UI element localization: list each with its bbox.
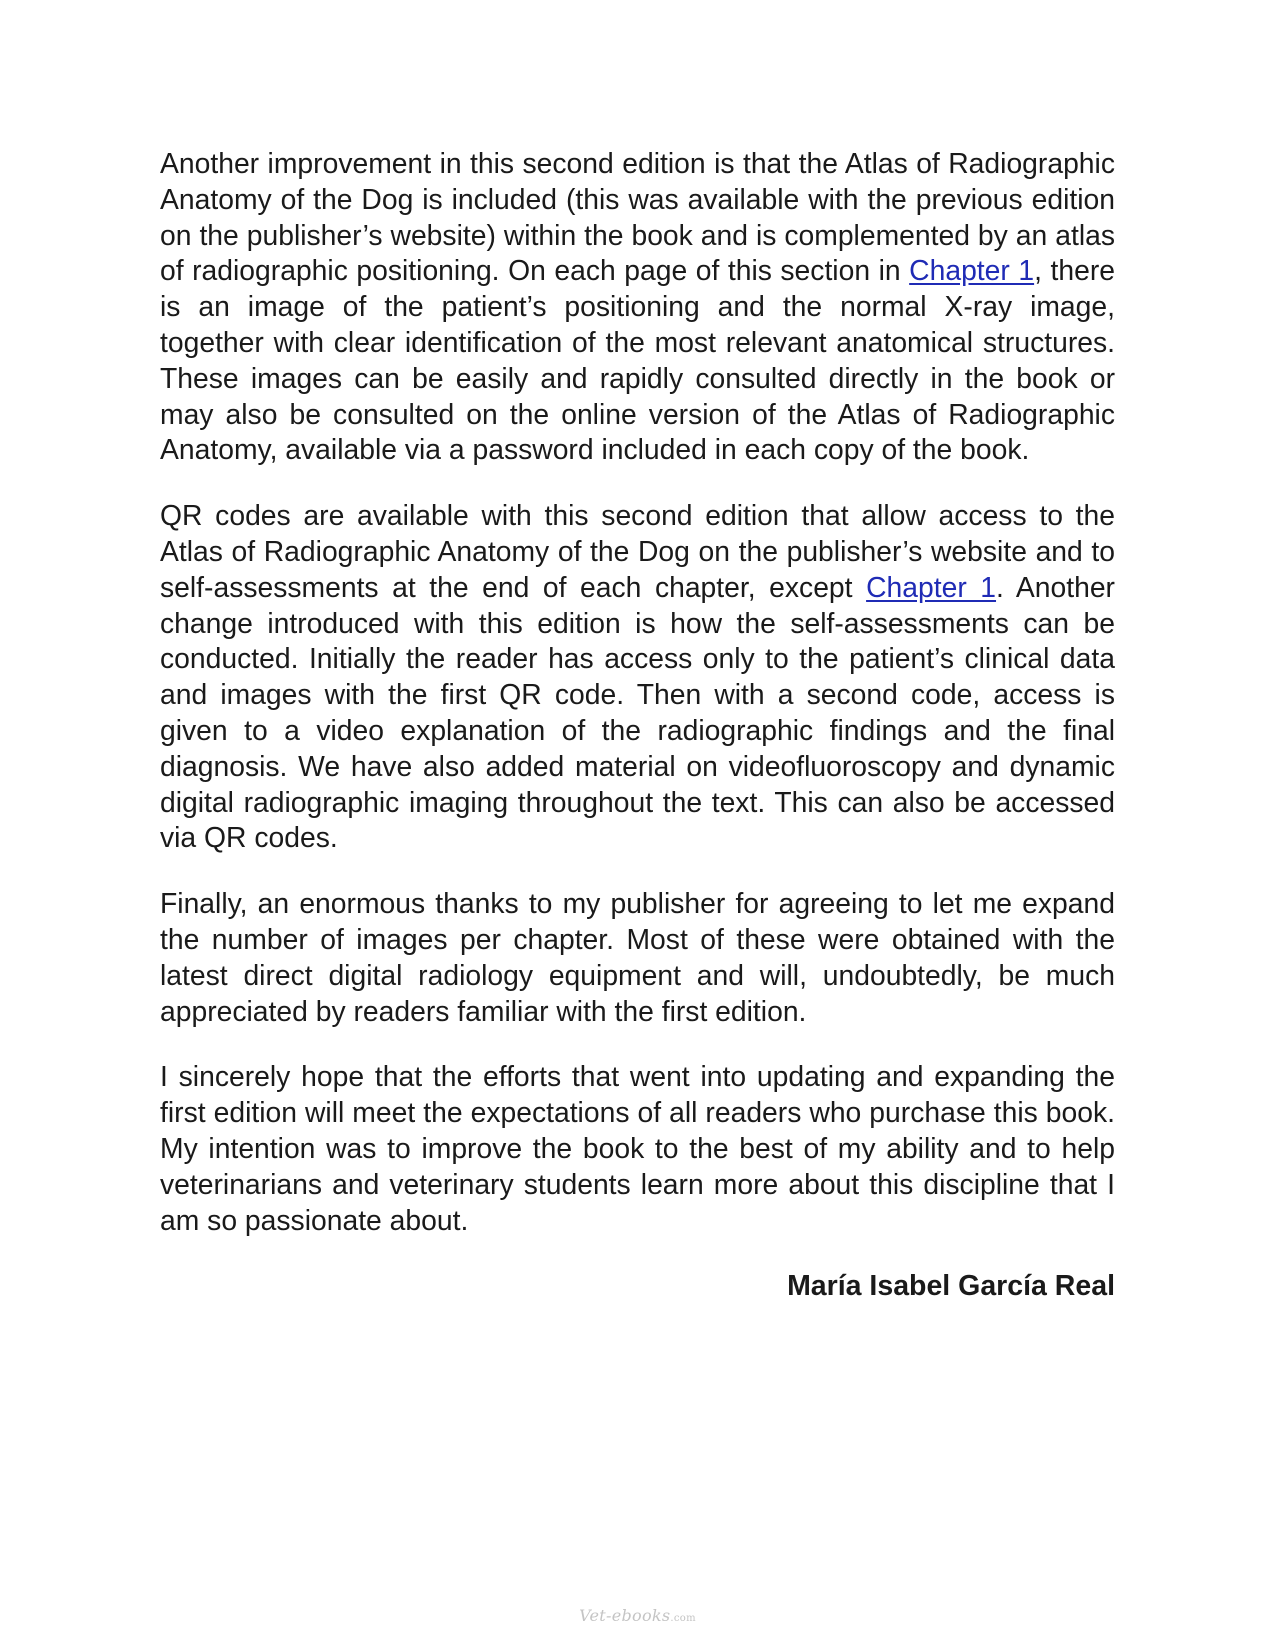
watermark-logo [0,1606,1275,1625]
chapter-1-link[interactable]: Chapter 1 [909,254,1035,287]
paragraph-qr-codes [160,498,1115,856]
paragraph-text: , there is an image of the patient’s positioning and the normal X-ray image, together with clear identification of the most relevant anatomical structures. These images can be easily and rapidly consulted directly in the book or may also be consulted on the online version of the Atlas of Radiographic Anatomy, available via a password included in each copy of the book. [160,254,1115,466]
chapter-1-link[interactable]: Chapter 1 [866,570,997,603]
paragraph-text: . Another change introduced with this edition is how the self-assessments can be conducted. Initially the reader has access only to the patient’s clinical data and images with the first QR code. Then with a second code, access is given to a video explanation of the radiographic findings and the final diagnosis. We have also added material on videofluoroscopy and dynamic digital radiographic imaging throughout the text. This can also be accessed via QR codes. [160,570,1115,854]
watermark-suffix: .com [670,1613,696,1624]
paragraph-text: Another improvement in this second edition is that the Atlas of Radiographic Anatomy of the Dog is included (this was available with the previous edition on the publisher’s website) within the book and is complemented by an atlas of radiographic positioning. On each page of this section in [160,147,1115,287]
paragraph-thanks: Finally, an enormous thanks to my publisher for agreeing to let me expand the number of images per chapter. Most of these were obtained with the latest direct digital radiology equipment and will, undoubtedly, be much appreciated by readers familiar with the first edition. [160,887,1115,1027]
paragraph-text: QR codes are available with this second edition that allow access to the Atlas of Radiographic Anatomy of the Dog on the publisher’s website and to self-assessments at the end of each chapter, except [160,499,1115,603]
paragraph-closing: I sincerely hope that the efforts that went into updating and expanding the first edition will meet the expectations of all readers who purchase this book. My intention was to improve the book to the best of my ability and to help veterinarians and veterinary students learn more about this discipline that I am so passionate about. [160,1060,1115,1236]
paragraph-atlas-improvement [160,146,1115,468]
author-signature: María Isabel García Real [787,1270,1115,1303]
watermark-text: Vet-ebooks [579,1606,671,1625]
document-page [160,146,1115,1304]
